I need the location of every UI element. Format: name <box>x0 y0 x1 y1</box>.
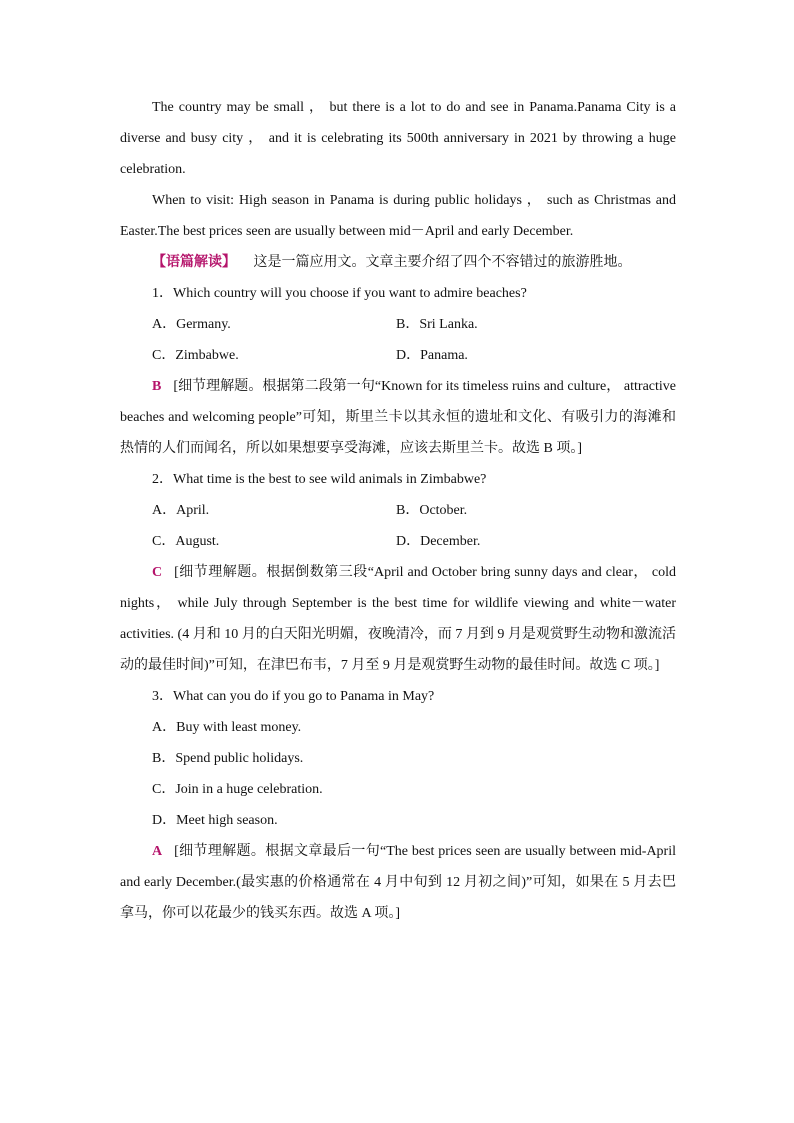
question-1-option-d: D．Panama. <box>396 348 468 363</box>
question-1-options-row-2 <box>120 340 676 371</box>
question-1-option-c: C．Zimbabwe. <box>152 348 239 363</box>
question-2-option-c: C．August. <box>152 534 220 549</box>
question-2-answer: C <box>152 565 163 580</box>
question-3-option-d: D．Meet high season. <box>152 813 278 828</box>
question-3-stem: 3．What can you do if you go to Panama in May? <box>152 689 435 704</box>
passage-paragraph-2: When to visit: High season in Panama is during public holidays ， such as Christmas and Easter.The best prices seen are usually between mid－April and early December. <box>120 193 676 239</box>
question-2-option-b: B．October. <box>396 503 468 518</box>
question-1-answer: B <box>152 379 162 394</box>
question-2-explanation-text: [细节理解题。根据倒数第三段“April and October bring sunny days and clear， cold nights， while July through September is the best time for wildlife viewing and white－water activities. (4 月和 10 月的白天阳光明媚，夜晚清冷，而 7 月到 9 月是观赏野生动物和激流活动的最佳时间)”可知，在津巴布韦，7 月至 9 月是观赏野生动物的最佳时间。故选 C 项。] <box>120 565 676 673</box>
question-1-option-a: A．Germany. <box>152 317 231 332</box>
question-3-option-b: B．Spend public holidays. <box>152 751 304 766</box>
question-1-explanation-text: [细节理解题。根据第二段第一句“Known for its timeless ruins and culture， attractive beaches and welcoming people”可知，斯里兰卡以其永恒的遗址和文化、有吸引力的海滩和热情的人们而闻名，所以如果想要享受海滩，应该去斯里兰卡。故选 B 项。] <box>120 379 676 456</box>
question-3-explanation-text: [细节理解题。根据文章最后一句“The best prices seen are usually between mid-April and early December.(最实惠的价格通常在 4 月中旬到 12 月初之间)”可知，如果在 5 月去巴拿马，你可以花最少的钱买东西。故选 A 项。] <box>120 844 676 921</box>
question-2-stem: 2．What time is the best to see wild animals in Zimbabwe? <box>152 472 487 487</box>
question-1-stem: 1．Which country will you choose if you want to admire beaches? <box>152 286 527 301</box>
question-3-explanation <box>120 836 676 929</box>
summary-label: 【语篇解读】 <box>152 255 236 270</box>
question-1-options-row-1 <box>120 309 676 340</box>
document-page <box>120 92 676 929</box>
question-2-option-a: A．April. <box>152 503 210 518</box>
question-2-options-row-2 <box>120 526 676 557</box>
question-2-explanation <box>120 557 676 681</box>
question-3-option-c: C．Join in a huge celebration. <box>152 782 323 797</box>
reading-summary <box>120 247 676 278</box>
question-1-option-b: B．Sri Lanka. <box>396 317 478 332</box>
summary-text: 这是一篇应用文。文章主要介绍了四个不容错过的旅游胜地。 <box>253 255 632 270</box>
question-1-explanation <box>120 371 676 464</box>
question-2-option-d: D．December. <box>396 534 481 549</box>
passage-paragraph-1: The country may be small ， but there is a lot to do and see in Panama.Panama City is a diverse and busy city ， and it is celebrating its 500th anniversary in 2021 by throwing a huge celebration. <box>120 100 676 177</box>
question-2-options-row-1 <box>120 495 676 526</box>
question-3-option-a: A．Buy with least money. <box>152 720 302 735</box>
question-3-answer: A <box>152 844 163 859</box>
